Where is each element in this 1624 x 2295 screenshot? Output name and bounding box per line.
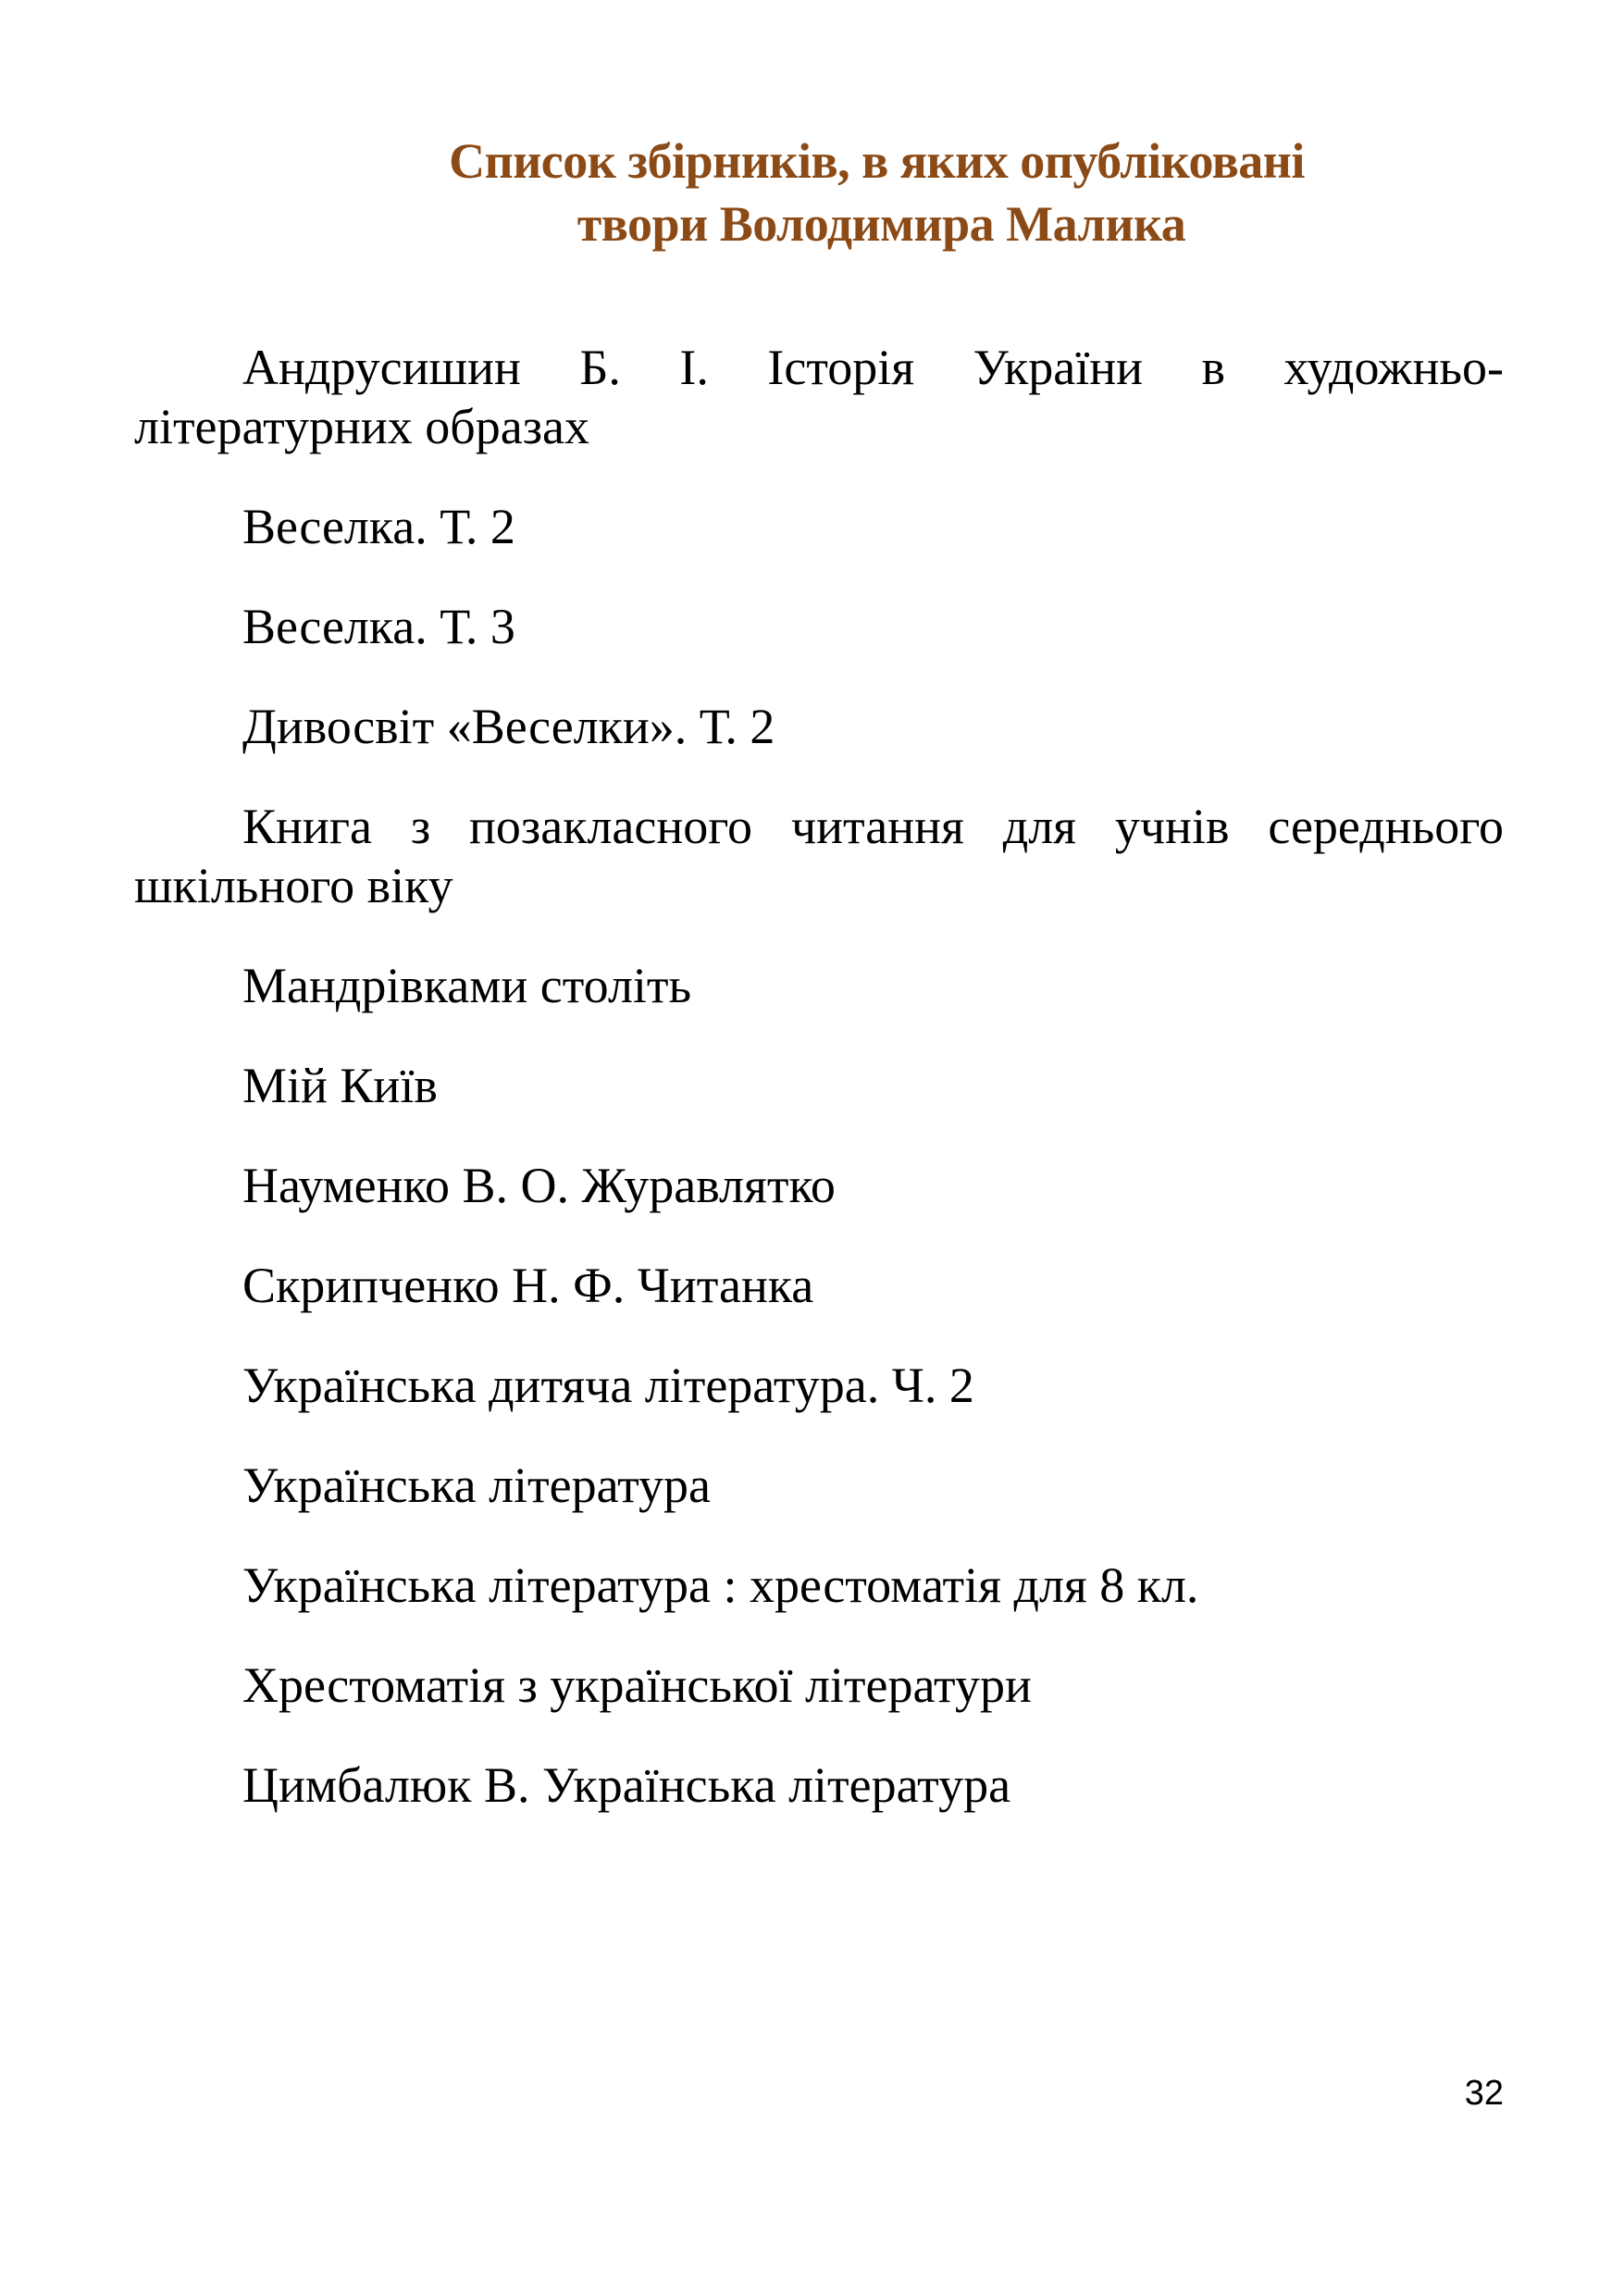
list-item: Мандрівками століть xyxy=(242,958,692,1013)
list-item: Дивосвіт «Веселки». Т. 2 xyxy=(242,699,775,754)
page-title xyxy=(0,130,1624,255)
title-line-2: твори Володимира Малика xyxy=(576,196,1186,252)
page-number: 32 xyxy=(1464,2074,1504,2113)
list-item: Науменко В. О. Журавлятко xyxy=(242,1158,836,1213)
list-item: Цимбалюк В. Українська література xyxy=(242,1757,1011,1813)
list-item: Скрипченко Н. Ф. Читанка xyxy=(242,1258,814,1313)
list-item: Хрестоматія з української літератури xyxy=(242,1657,1032,1713)
list-item: Українська дитяча література. Ч. 2 xyxy=(242,1358,974,1413)
list-item: Веселка. Т. 3 xyxy=(242,599,515,654)
collections-list xyxy=(134,338,1504,1855)
list-item: Українська література xyxy=(242,1458,712,1513)
list-item: Андрусишин Б. І. Історія України в художньо-літературних образах xyxy=(134,340,1504,454)
list-item: Веселка. Т. 2 xyxy=(242,499,515,554)
title-line-1: Список збірників, в яких опубліковані xyxy=(449,133,1305,189)
list-item: Мій Київ xyxy=(242,1058,438,1113)
list-item: Українська література : хрестоматія для 8 кл. xyxy=(242,1557,1199,1613)
list-item: Книга з позакласного читання для учнів середнього шкільного віку xyxy=(134,799,1504,913)
